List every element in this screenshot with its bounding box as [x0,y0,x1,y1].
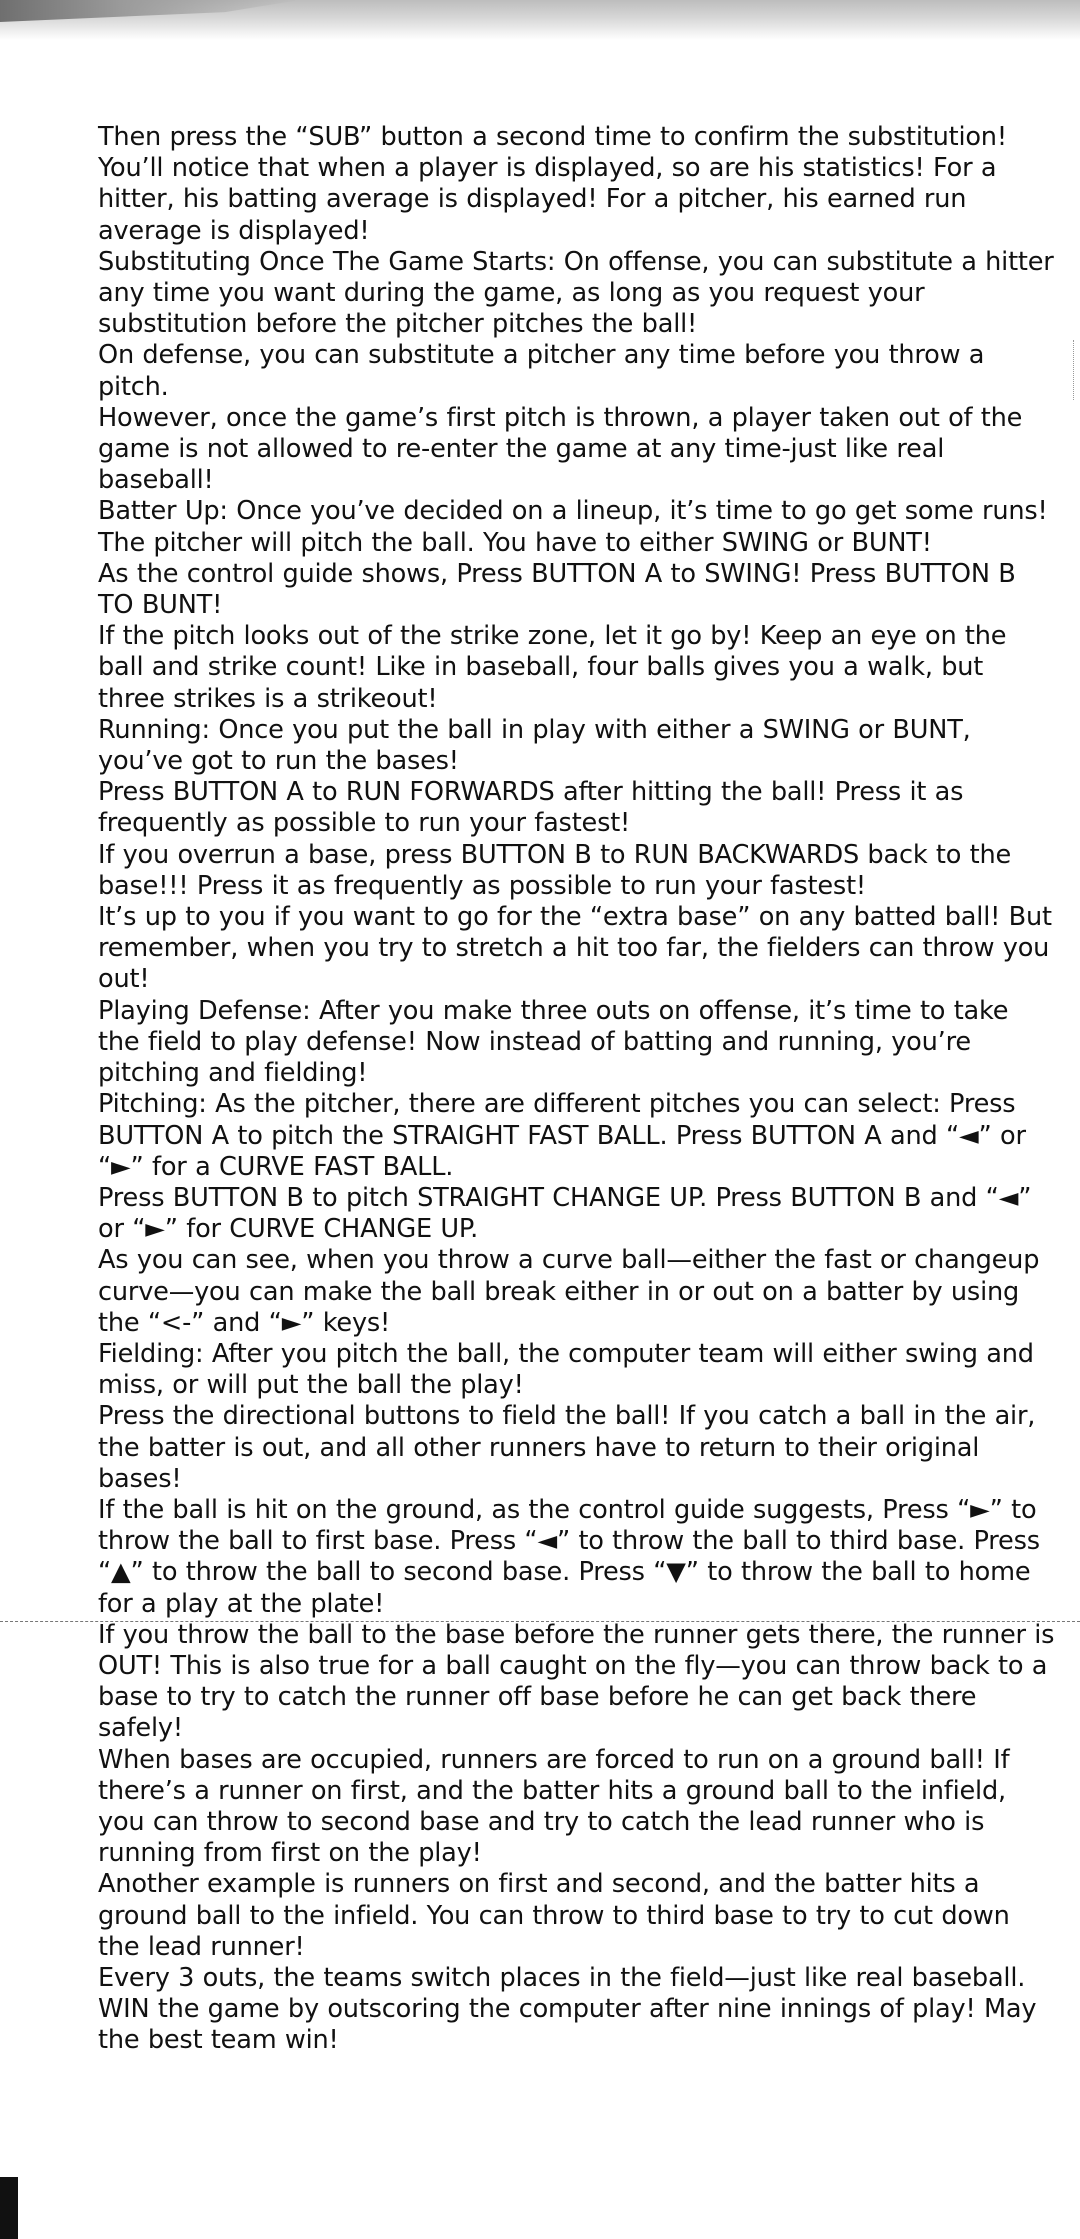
paragraph-run-forwards: Press BUTTON A to RUN FORWARDS after hitting the ball! Press it as frequently as possible to run your fastest! [98,777,964,839]
paragraph-running: Running: Once you put the ball in play with either a SWING or BUNT, you’ve got to run the bases! [98,714,971,777]
paragraph-force-play: When bases are occupied, runners are forced to run on a ground ball! If there’s a runner on first, and the batter hits a ground ball to the infield, you can throw to second base and try to catch the lead runner who is running from first on the play! [98,1744,1010,1869]
paragraph-pitching: Pitching: As the pitcher, there are different pitches you can select: Press BUTTON A to pitch the STRAIGHT FAST BALL. Press BUTTON A and “◄” or “►” for a CURVE FAST BALL. [98,1089,1026,1182]
paragraph-control-guide: As the control guide shows, Press BUTTON A to SWING! Press BUTTON B TO BUNT! [98,558,1016,621]
paragraph-switch-sides: Every 3 outs, the teams switch places in the field—just like real baseball. WIN the game by outscoring the computer after nine innings of play! May the best team win! [98,1962,1037,2056]
paragraph-fielding: Fielding: After you pitch the ball, the computer team will either swing and miss, or will put the ball the play! [98,1338,1034,1401]
paragraph-extra-base: It’s up to you if you want to go for the “extra base” on any batted ball! But remember, when you try to stretch a hit too far, the fielders can throw you out! [98,902,1052,995]
paragraph-run-backwards: If you overrun a base, press BUTTON B to RUN BACKWARDS back to the base!!! Press it as frequently as possible to run your fastest! [98,839,1012,901]
paragraph-substituting-defense: On defense, you can substitute a pitcher any time before you throw a pitch. [98,340,985,402]
paragraph-substituting-offense: Substituting Once The Game Starts: On offense, you can substitute a hitter any time you want during the game, as long as you request your substitution before the pitcher pitches the ball! [98,246,1054,340]
paragraph-batter-up: Batter Up: Once you’ve decided on a lineup, it’s time to go get some runs! [98,496,1048,527]
paragraph-throwing: If the ball is hit on the ground, as the control guide suggests, Press “►” to throw the ball to first base. Press “◄” to throw the ball to third base. Press “▲” to throw the ball to second base. Press “▼” to throw the ball to home for a play at the plate! [98,1494,1040,1619]
manual-page-text [98,122,1058,2057]
paragraph-reentry-rule: However, once the game’s first pitch is thrown, a player taken out of the game is not allowed to re-enter the game at any time-just like real baseball! [98,402,1023,496]
scan-fold-line [0,1621,1080,1622]
paragraph-curve-ball: As you can see, when you throw a curve ball—either the fast or changeup curve—you can make the ball break either in or out on a batter by using the “<-” and “►” keys! [98,1245,1040,1338]
scan-edge-mark [0,2177,18,2239]
paragraph-swing-or-bunt: The pitcher will pitch the ball. You have to either SWING or BUNT! [98,527,932,558]
scan-edge-ticks [1071,340,1074,400]
paragraph-another-example: Another example is runners on first and second, and the batter hits a ground ball to the infield. You can throw to third base to try to cut down the lead runner! [98,1869,1010,1962]
paragraph-directional-buttons: Press the directional buttons to field the ball! If you catch a ball in the air, the batter is out, and all other runners have to return to their original bases! [98,1401,1036,1494]
paragraph-runner-out: If you throw the ball to the base before the runner gets there, the runner is OUT! This is also true for a ball caught on the fly—you can throw back to a base to try to catch the runner off base before he can get back there safely! [98,1619,1055,1744]
paragraph-change-up: Press BUTTON B to pitch STRAIGHT CHANGE UP. Press BUTTON B and “◄” or “►” for CURVE CHANGE UP. [98,1182,1032,1245]
paragraph-strike-zone: If the pitch looks out of the strike zone, let it go by! Keep an eye on the ball and strike count! Like in baseball, four balls gives you a walk, but three strikes is a strikeout! [98,621,1007,714]
paragraph-playing-defense: Playing Defense: After you make three outs on offense, it’s time to take the field to play defense! Now instead of batting and running, you’re pitching and fielding! [98,995,1009,1089]
paragraph-sub-button: Then press the “SUB” button a second time to confirm the substitution! You’ll notice that when a player is displayed, so are his statistics! For a hitter, his batting average is displayed! For a pitcher, his earned run average is displayed! [98,122,1007,246]
